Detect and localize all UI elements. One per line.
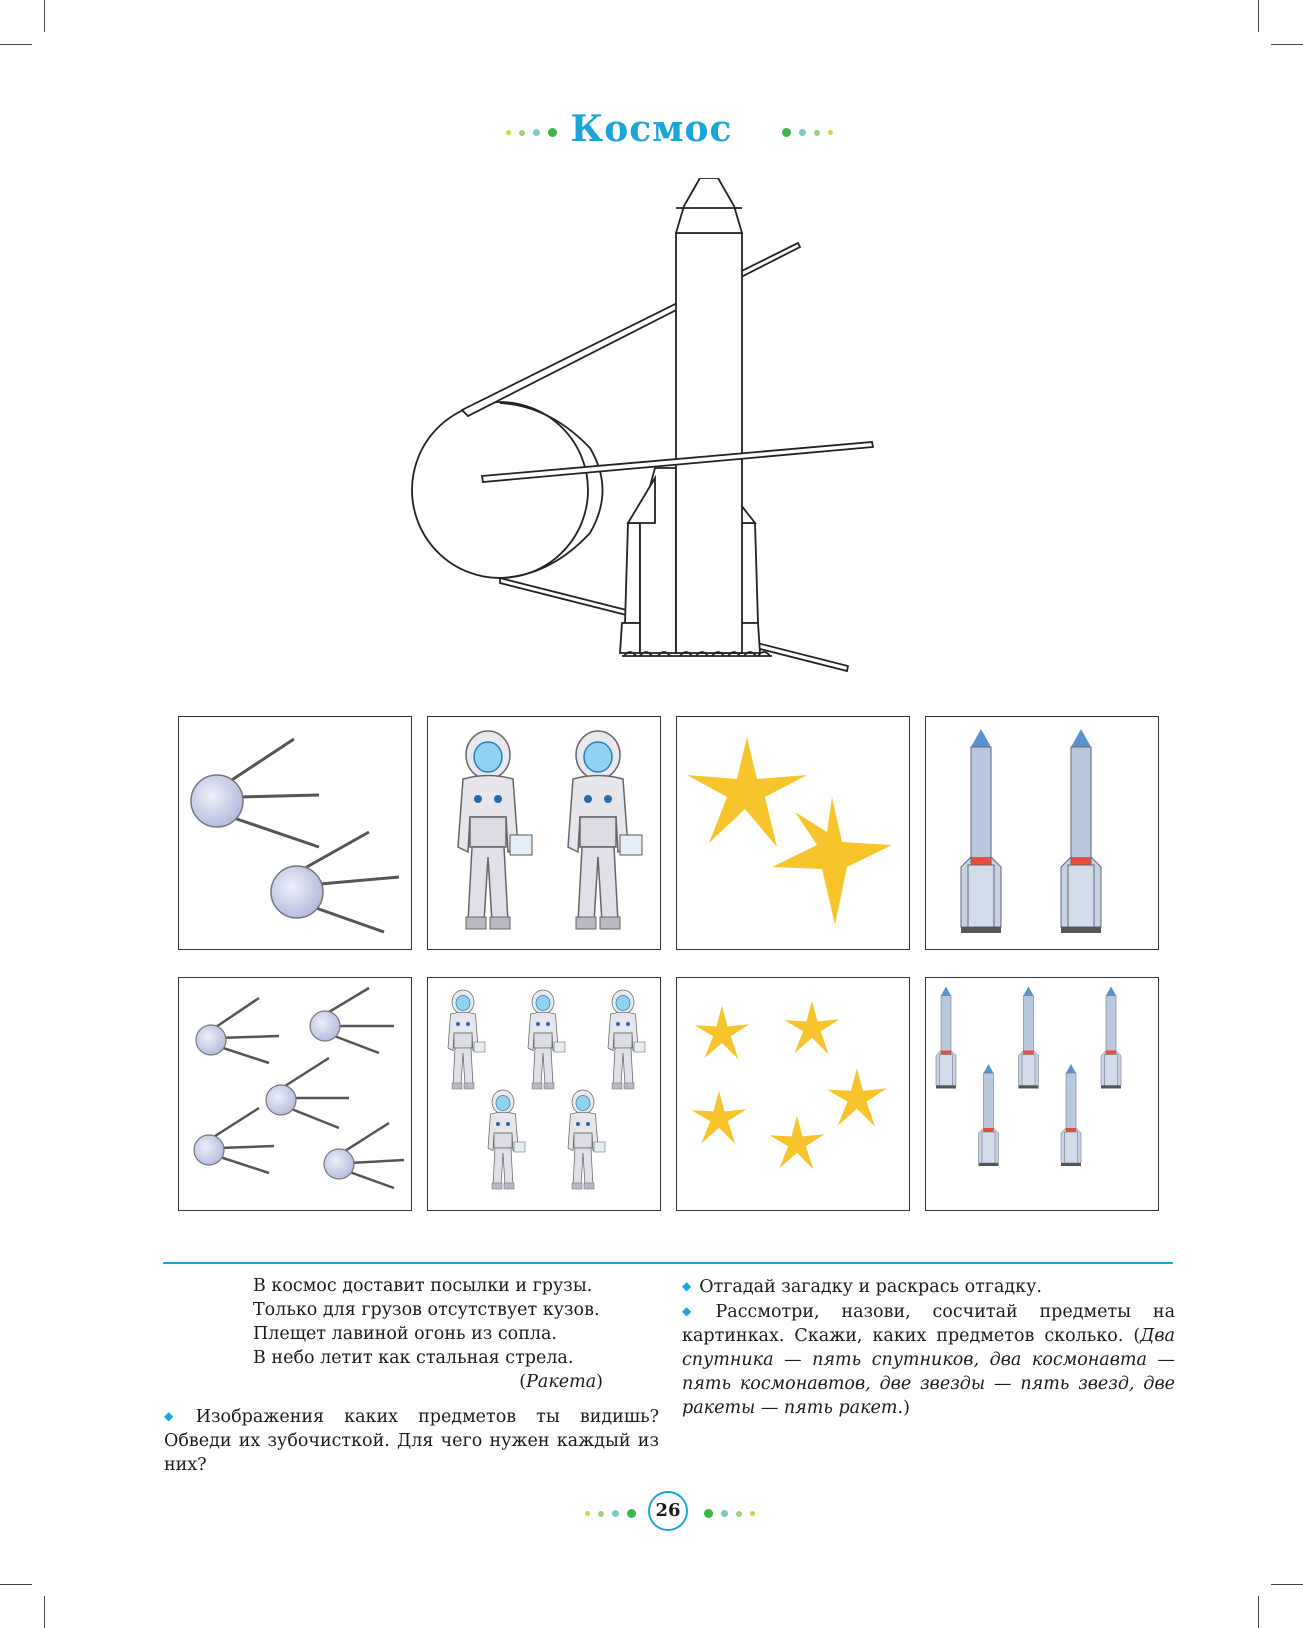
crop-mark — [1271, 44, 1303, 45]
crop-mark — [1258, 0, 1259, 32]
tile-two-satellites — [178, 716, 412, 950]
crop-mark — [0, 1584, 32, 1585]
tile-two-stars — [676, 716, 910, 950]
page-number: 26 — [648, 1491, 688, 1531]
rocket-satellite-outline-drawing — [400, 178, 920, 698]
crop-mark — [44, 0, 45, 32]
page-title: Космос — [570, 108, 733, 150]
bullet-icon: ◆ — [682, 1279, 692, 1293]
task-right-1: ◆ Отгадай загадку и раскрась отгадку. — [682, 1277, 1042, 1297]
riddle-answer: (Ракета) — [519, 1372, 603, 1392]
page-dots-right — [704, 1509, 755, 1518]
riddle-poem — [253, 1274, 603, 1394]
riddle-line: Только для грузов отсутствует кузов. — [253, 1300, 600, 1320]
riddle-line: В небо летит как стальная стрела. — [253, 1348, 574, 1368]
page-dots-left — [585, 1509, 636, 1518]
task-left: ◆ Изображения каких предметов ты видишь? Обведи их зубочисткой. Для чего нужен каждый из них? — [164, 1407, 659, 1475]
crop-mark — [0, 44, 32, 45]
bullet-icon: ◆ — [164, 1409, 188, 1423]
tile-two-cosmonauts — [427, 716, 661, 950]
tile-five-satellites — [178, 977, 412, 1211]
title-dots-right — [782, 128, 833, 137]
tile-five-stars — [676, 977, 910, 1211]
section-divider — [163, 1262, 1173, 1264]
crop-mark — [1258, 1596, 1259, 1628]
tile-five-rockets — [925, 977, 1159, 1211]
crop-mark — [44, 1596, 45, 1628]
crop-mark — [1271, 1584, 1303, 1585]
tile-two-rockets — [925, 716, 1159, 950]
bullet-icon: ◆ — [682, 1304, 708, 1318]
riddle-line: В космос доставит посылки и грузы. — [253, 1276, 593, 1296]
tile-five-cosmonauts — [427, 977, 661, 1211]
riddle-line: Плещет лавиной огонь из сопла. — [253, 1324, 557, 1344]
task-right-2: ◆ Рассмотри, назови, сосчитай предметы на картинках. Скажи, каких предметов сколько. (Два спутника — пять спутников, два космонавта — пять космонавтов, две звезды — пять звезд, две ракеты — пять ракет.) — [682, 1302, 1176, 1418]
